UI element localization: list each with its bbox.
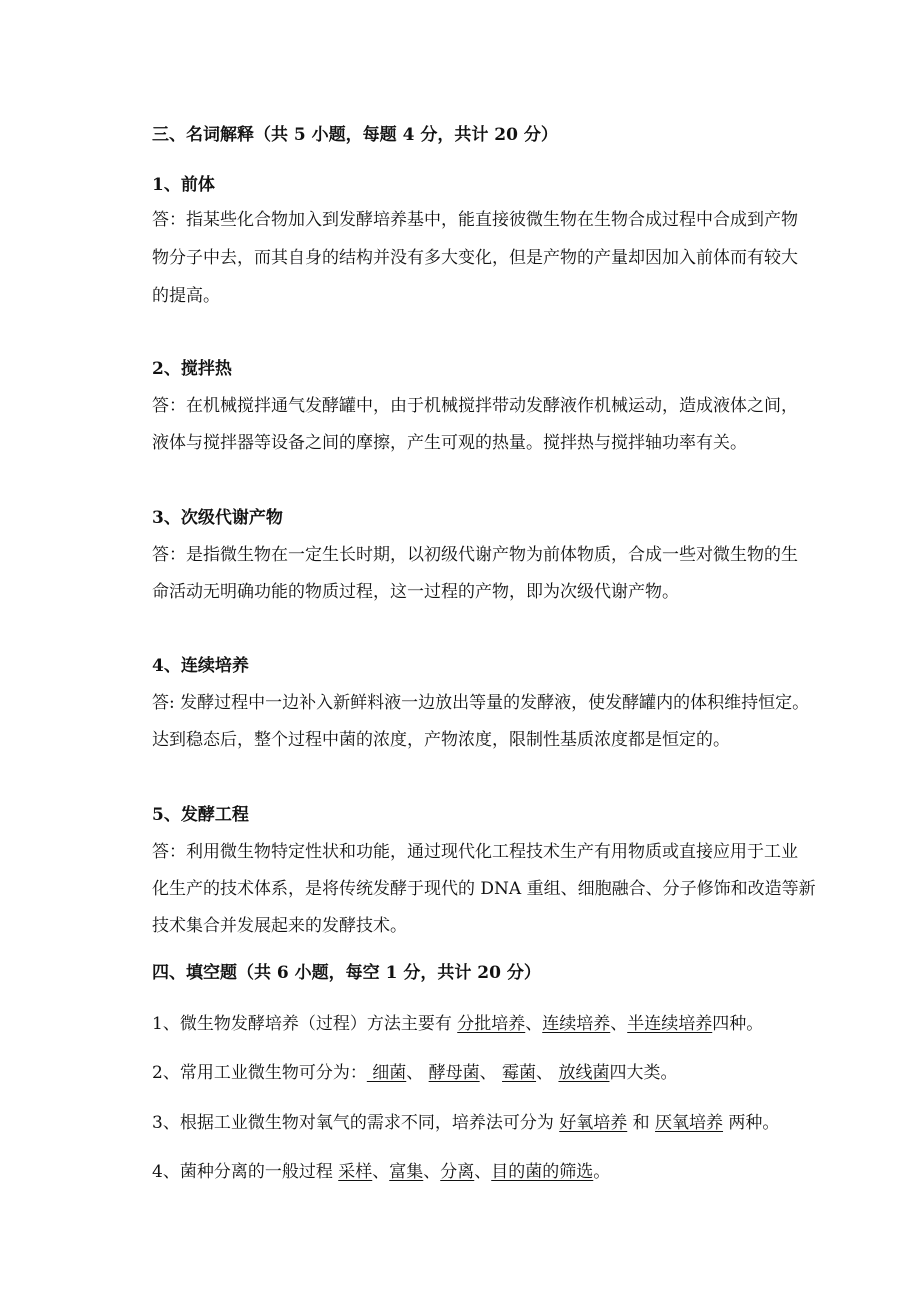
term-5-answer-line: 技术集合并发展起来的发酵技术。 [152,916,407,936]
answer-blank: 采样 [338,1162,373,1182]
term-5-answer-line: 化生产的技术体系，是将传统发酵于现代的 DNA 重组、细胞融合、分子修饰和改造等新 [152,879,816,899]
term-4-title: 4、连续培养 [152,656,249,676]
answer-blank: 酵母菌 [428,1063,480,1083]
term-4-answer-line: 答: 发酵过程中一边补入新鲜料液一边放出等量的发酵液，使发酵罐内的体积维持恒定。 [152,693,810,713]
question-text: 3、根据工业微生物对氧气的需求不同，培养法可分为 [152,1113,560,1133]
term-3-answer-line: 命活动无明确功能的物质过程，这一过程的产物，即为次级代谢产物。 [152,582,679,602]
question-text: 1、微生物发酵培养（过程）方法主要有 [152,1014,458,1034]
answer-blank: 好氧培养 [559,1113,628,1133]
answer-blank: 分离 [440,1162,475,1182]
question-text: 4、菌种分离的一般过程 [152,1162,339,1182]
fill-question-1 [152,1013,763,1035]
section4-heading: 四、填空题（共 6 小题，每空 1 分，共计 20 分） [152,963,541,983]
separator: 、 [423,1162,441,1182]
fill-question-3 [152,1112,779,1134]
answer-blank: 半连续培养 [627,1014,713,1034]
term-2-title: 2、搅拌热 [152,359,232,379]
answer-blank: 分批培养 [457,1014,526,1034]
separator: 、 [474,1162,492,1182]
separator: 、 [610,1014,628,1034]
separator: 、 [479,1063,503,1083]
answer-blank: 霉菌 [502,1063,537,1083]
term-1-answer-line: 答：指某些化合物加入到发酵培养基中，能直接彼微生物在生物合成过程中合成到产物 [152,210,798,230]
term-3-answer-line: 答：是指微生物在一定生长时期，以初级代谢产物为前体物质，合成一些对微生物的生 [152,545,798,565]
term-3-title: 3、次级代谢产物 [152,508,283,528]
term-2-answer-line: 答：在机械搅拌通气发酵罐中，由于机械搅拌带动发酵液作机械运动，造成液体之间， [152,396,798,416]
answer-blank: 厌氧培养 [655,1113,724,1133]
term-1-answer-line: 的提高。 [152,286,220,306]
answer-blank: 细菌 [366,1063,407,1083]
term-1-title: 1、前体 [152,175,215,195]
term-2-answer-line: 液体与搅拌器等设备之间的摩擦，产生可观的热量。搅拌热与搅拌轴功率有关。 [152,433,747,453]
term-5-title: 5、发酵工程 [152,805,249,825]
separator: 、 [525,1014,543,1034]
term-4-answer-line: 达到稳态后，整个过程中菌的浓度，产物浓度，限制性基质浓度都是恒定的。 [152,730,730,750]
question-text: 和 [627,1113,656,1133]
answer-blank: 连续培养 [542,1014,611,1034]
question-text: 两种。 [723,1113,780,1133]
separator: 、 [406,1063,429,1083]
fill-question-4 [152,1161,610,1183]
section3-heading: 三、名词解释（共 5 小题，每题 4 分，共计 20 分） [152,125,558,145]
question-text: 。 [593,1162,611,1182]
separator: 、 [536,1063,559,1083]
question-text: 四大类。 [609,1063,678,1083]
term-5-answer-line: 答：利用微生物特定性状和功能，通过现代化工程技术生产有用物质或直接应用于工业 [152,842,798,862]
question-text: 四种。 [712,1014,764,1034]
separator: 、 [372,1162,390,1182]
question-text: 2、常用工业微生物可分为： [152,1063,367,1083]
answer-blank: 放线菌 [558,1063,610,1083]
term-1-answer-line: 物分子中去，而其自身的结构并没有多大变化，但是产物的产量却因加入前体而有较大 [152,248,798,268]
answer-blank: 富集 [389,1162,424,1182]
answer-blank: 目的菌的筛选 [491,1162,594,1182]
fill-question-2 [152,1062,677,1084]
